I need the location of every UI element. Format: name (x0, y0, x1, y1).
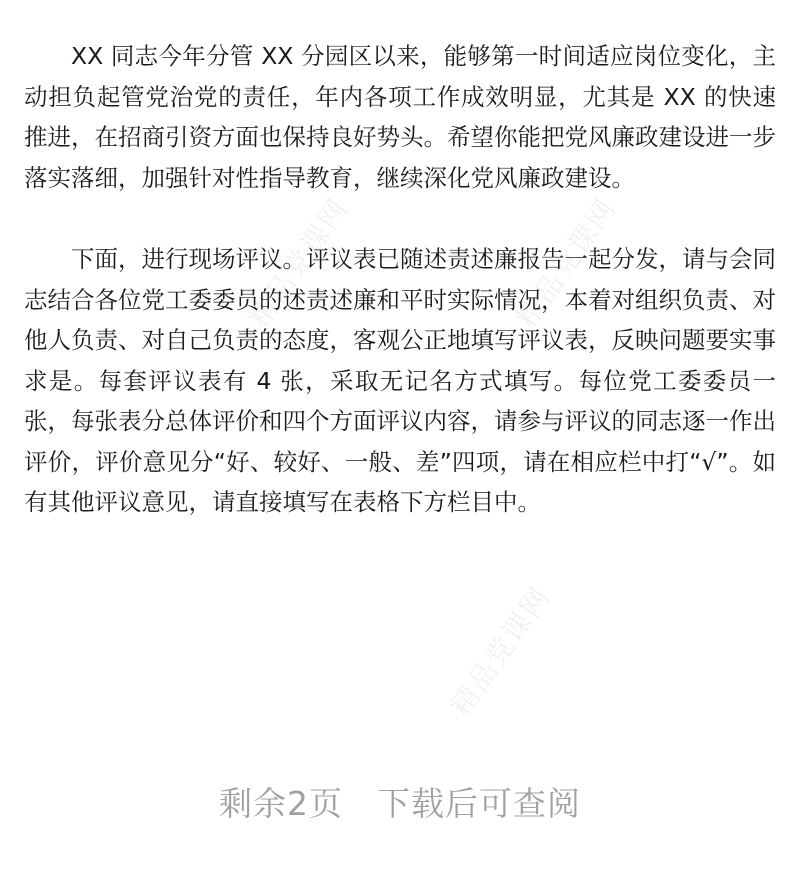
watermark-text: 精品党课网 (242, 191, 356, 334)
document-body (24, 36, 776, 523)
download-hint-label: 下载后可查阅 (377, 784, 581, 823)
watermark-text: 精品党课网 (510, 191, 624, 334)
watermark-text: 精品党课网 (444, 579, 558, 722)
paragraph-2: 下面，进行现场评议。评议表已随述责述廉报告一起分发，请与会同志结合各位党工委委员的述责述廉和平时实际情况，本着对组织负责、对他人负责、对自己负责的态度，客观公正地填写评议表，反映问题要实事求是。每套评议表有 4 张，采取无记名方式填写。每位党工委委员一张，每张表分总体评价和四个方面评议内容，请参与评议的同志逐一作出评价，评价意见分“好、较好、一般、差”四项，请在相应栏中打“√”。如有其他评议意见，请直接填写在表格下方栏目中。 (24, 245, 776, 516)
paragraph-1: XX 同志今年分管 XX 分园区以来，能够第一时间适应岗位变化，主动担负起管党治党的责任，年内各项工作成效明显，尤其是 XX 的快速推进，在招商引资方面也保持良好势头。希望你能把党风廉政建设进一步落实落细，加强针对性指导教育，继续深化党风廉政建设。 (24, 42, 776, 192)
remaining-pages-notice[interactable] (0, 778, 800, 825)
remaining-pages-label: 剩余2页 (219, 784, 343, 823)
